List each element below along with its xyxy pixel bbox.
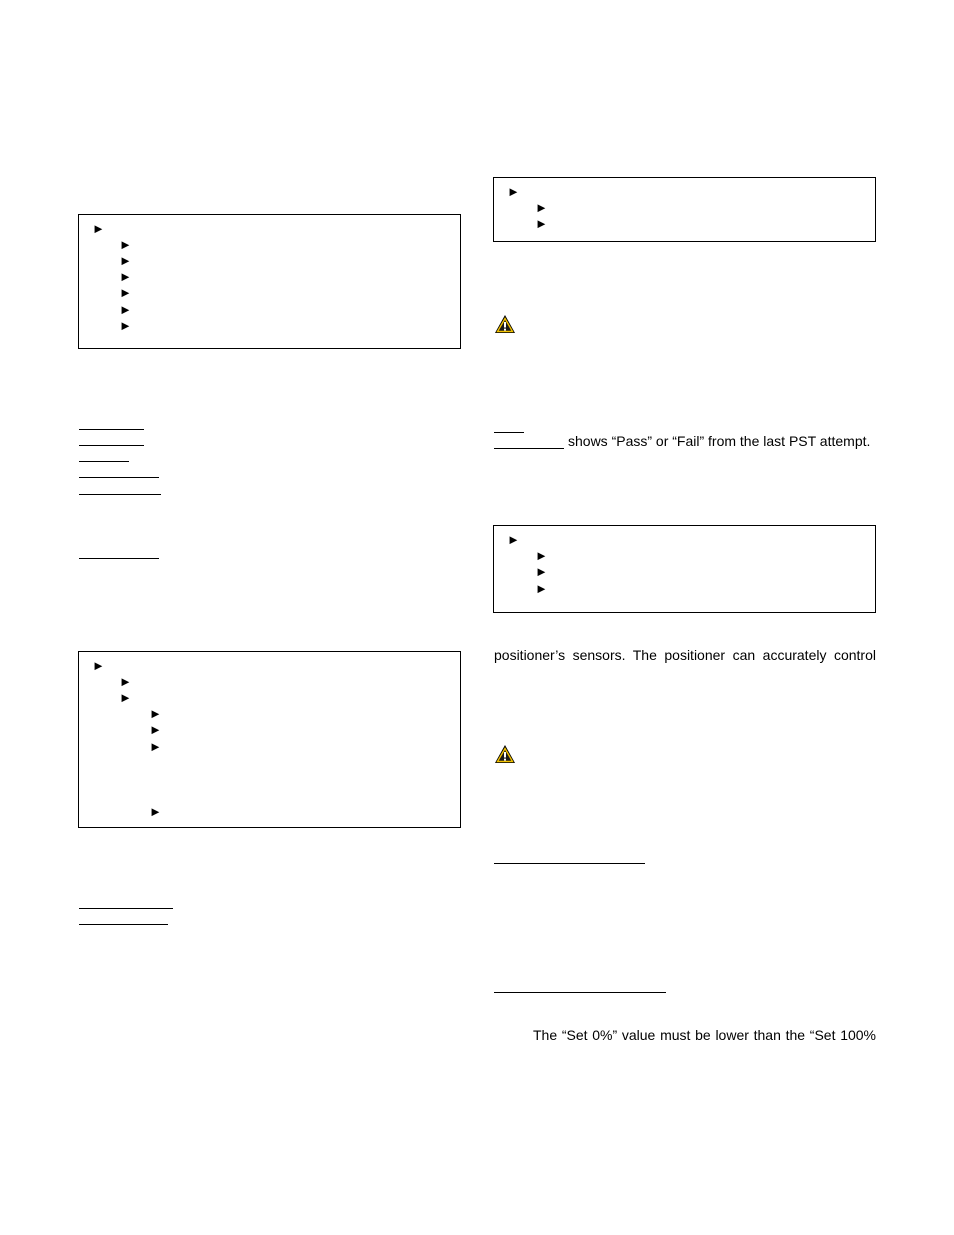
underline-mark (494, 448, 564, 449)
menu-arrow-icon: ► (119, 302, 132, 317)
menu-arrow-icon: ► (149, 804, 162, 819)
set-value-note: The “Set 0%” value must be lower than the “Set 100% (533, 1027, 876, 1043)
menu-arrow-icon: ► (119, 269, 132, 284)
menu-arrow-icon: ► (119, 674, 132, 689)
menu-arrow-icon: ► (119, 285, 132, 300)
underline-mark (79, 477, 159, 478)
menu-arrow-icon: ► (535, 581, 548, 596)
warning-triangle-icon (494, 744, 516, 764)
underline-mark (494, 863, 645, 864)
menu-arrow-icon: ► (92, 658, 105, 673)
warning-triangle-icon (494, 314, 516, 334)
menu-arrow-icon: ► (119, 237, 132, 252)
menu-arrow-icon: ► (535, 548, 548, 563)
menu-arrow-icon: ► (507, 184, 520, 199)
underline-mark (79, 558, 159, 559)
menu-arrow-icon: ► (535, 216, 548, 231)
menu-arrow-icon: ► (507, 532, 520, 547)
menu-arrow-icon: ► (119, 253, 132, 268)
underline-mark (79, 924, 168, 925)
menu-arrow-icon: ► (535, 200, 548, 215)
underline-mark (79, 429, 144, 430)
underline-mark (79, 461, 129, 462)
menu-arrow-icon: ► (149, 706, 162, 721)
underline-mark (79, 908, 173, 909)
menu-arrow-icon: ► (535, 564, 548, 579)
sensors-text: positioner’s sensors. The positioner can accurately control (494, 647, 876, 663)
underline-mark (79, 494, 161, 495)
menu-arrow-icon: ► (119, 690, 132, 705)
menu-arrow-icon: ► (92, 221, 105, 236)
underline-mark (494, 992, 666, 993)
menu-box-1 (78, 214, 461, 349)
underline-mark (494, 432, 524, 433)
menu-box-4 (493, 525, 876, 613)
menu-arrow-icon: ► (119, 318, 132, 333)
menu-box-3 (493, 177, 876, 242)
menu-arrow-icon: ► (149, 739, 162, 754)
menu-arrow-icon: ► (149, 722, 162, 737)
menu-box-2 (78, 651, 461, 828)
pst-result-text: shows “Pass” or “Fail” from the last PST attempt. (568, 433, 871, 449)
underline-mark (79, 445, 144, 446)
